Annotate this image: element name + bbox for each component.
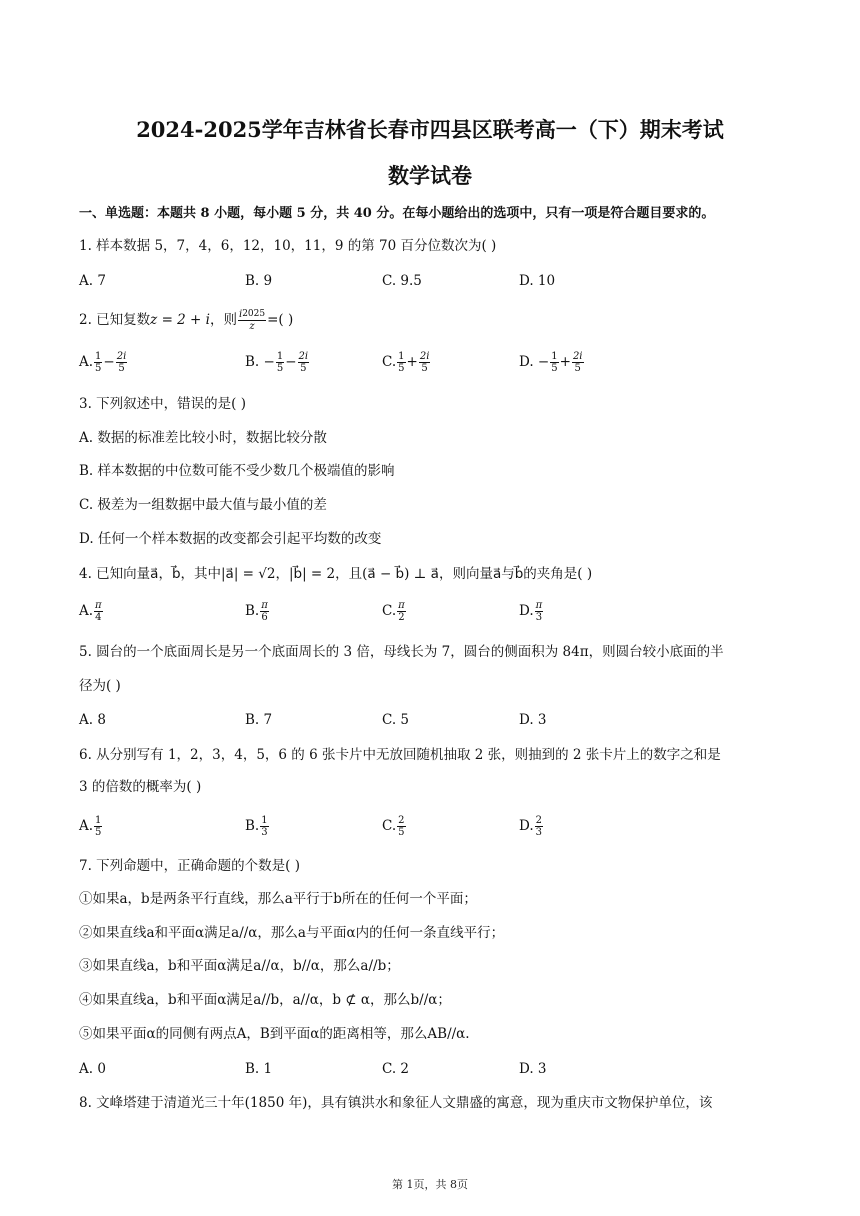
q2-d-frac1: $\frac{1}{5}$ — [551, 351, 558, 374]
q4-b-frac: $\frac{\pi}{6}$ — [261, 600, 268, 623]
q4-d-frac: $\frac{\pi}{3}$ — [535, 600, 543, 623]
q4-b-prefix: B. — [245, 603, 260, 619]
q6-d-prefix: D. — [519, 818, 534, 834]
q2-d-op: + — [559, 354, 571, 370]
q2-a-frac1: $\frac{1}{5}$ — [95, 351, 102, 374]
q3-option-b: B. 样本数据的中位数可能不受少数几个极端值的影响 — [79, 463, 395, 479]
q4-a-prefix: A. — [79, 603, 94, 619]
q1-option-d: D. 10 — [519, 273, 556, 289]
q1-stem: 1. 样本数据 5，7，4，6，12，10，11，9 的第 70 百分位数次为( ) — [79, 238, 497, 254]
q2-c-prefix: C. — [382, 354, 397, 370]
q2-d-prefix: D. − — [519, 354, 550, 370]
q2-a-prefix: A. — [79, 354, 94, 370]
q2-stem — [79, 309, 293, 332]
q6-option-a — [79, 815, 103, 838]
q2-c-frac1: $\frac{1}{5}$ — [398, 351, 405, 374]
q2-a-frac2: $\frac{2i}{5}$ — [116, 351, 127, 374]
q5-option-c: C. 5 — [382, 712, 410, 728]
q6-a-prefix: A. — [79, 818, 94, 834]
q5-stem-line1: 5. 圆台的一个底面周长是另一个底面周长的 3 倍，母线长为 7，圆台的侧面积为 84π，则圆台较小底面的半 — [79, 644, 724, 660]
q2-stem-text-a: 2. 已知复数 — [79, 312, 151, 328]
q7-stem: 7. 下列命题中，正确命题的个数是( ) — [79, 858, 300, 874]
q3-option-a: A. 数据的标准差比较小时，数据比较分散 — [79, 430, 327, 446]
q7-statement-2: ②如果直线a和平面α满足a//α，那么a与平面α内的任何一条直线平行； — [79, 925, 505, 941]
q7-option-c: C. 2 — [382, 1061, 410, 1077]
q6-c-frac: $\frac{2}{5}$ — [398, 815, 405, 838]
q2-option-b — [245, 351, 310, 374]
q2-stem-exponent: 2025 — [242, 309, 266, 319]
q7-statement-1: ①如果a，b是两条平行直线，那么a平行于b所在的任何一个平面； — [79, 891, 477, 907]
q6-stem-line2: 3 的倍数的概率为( ) — [79, 779, 202, 795]
q2-c-op: + — [406, 354, 418, 370]
q4-a-frac: $\frac{\pi}{4}$ — [95, 600, 102, 623]
q6-b-frac: $\frac{1}{3}$ — [261, 815, 268, 838]
q7-option-d: D. 3 — [519, 1061, 547, 1077]
q2-option-a — [79, 351, 128, 374]
q2-c-frac2: $\frac{2i}{5}$ — [419, 351, 430, 374]
q6-option-d — [519, 815, 544, 838]
q2-stem-fraction — [238, 309, 266, 332]
q1-option-b: B. 9 — [245, 273, 273, 289]
q5-option-b: B. 7 — [245, 712, 273, 728]
q6-a-frac: $\frac{1}{5}$ — [95, 815, 102, 838]
q6-stem-line1: 6. 从分别写有 1，2，3，4，5，6 的 6 张卡片中无放回随机抽取 2 张，则抽到的 2 张卡片上的数字之和是 — [79, 747, 721, 763]
q2-stem-text-c: =( ) — [267, 312, 294, 328]
q7-statement-3: ③如果直线a，b和平面α满足a//α，b//α，那么a//b； — [79, 958, 400, 974]
q4-stem: 4. 已知向量a⃗，b⃗，其中|a⃗| = √2，|b⃗| = 2，且(a⃗ − b⃗) ⊥ a⃗，则向量a⃗与b⃗的夹角是( ) — [79, 566, 593, 582]
q4-option-c — [382, 600, 407, 623]
q6-option-b — [245, 815, 270, 838]
q2-b-op: − — [285, 354, 297, 370]
q4-c-frac: $\frac{\pi}{2}$ — [398, 600, 405, 623]
q2-b-frac2: $\frac{2i}{5}$ — [298, 351, 309, 374]
q3-option-d: D. 任何一个样本数据的改变都会引起平均数的改变 — [79, 531, 382, 547]
q8-stem: 8. 文峰塔建于清道光三十年(1850 年)，具有镇洪水和象征人文鼎盛的寓意，现为重庆市文物保护单位，该 — [79, 1095, 713, 1111]
exam-title: 2024-2025学年吉林省长春市四县区联考高一（下）期末考试 — [136, 117, 724, 142]
q5-option-d: D. 3 — [519, 712, 547, 728]
q2-b-frac1: $\frac{1}{5}$ — [276, 351, 284, 374]
q7-option-b: B. 1 — [245, 1061, 273, 1077]
page-footer: 第 1页，共 8页 — [392, 1178, 468, 1191]
q7-option-a: A. 0 — [79, 1061, 106, 1077]
q4-c-prefix: C. — [382, 603, 397, 619]
q6-d-frac: $\frac{2}{3}$ — [535, 815, 543, 838]
q4-d-prefix: D. — [519, 603, 534, 619]
q2-stem-equation: z = 2 + i — [150, 312, 210, 328]
q2-d-frac2: $\frac{2i}{5}$ — [572, 351, 583, 374]
q4-option-d — [519, 600, 544, 623]
q3-option-c: C. 极差为一组数据中最大值与最小值的差 — [79, 497, 327, 513]
q2-stem-text-b: ，则 — [209, 312, 237, 328]
q6-c-prefix: C. — [382, 818, 397, 834]
q5-stem-line2: 径为( ) — [79, 678, 121, 694]
q2-option-c — [382, 351, 431, 374]
q2-option-d — [519, 351, 585, 374]
q1-option-a: A. 7 — [79, 273, 106, 289]
q2-a-op: − — [103, 354, 115, 370]
q6-option-c — [382, 815, 407, 838]
q4-option-a — [79, 600, 104, 623]
q7-statement-5: ⑤如果平面α的同侧有两点A，B到平面α的距离相等，那么AB//α. — [79, 1026, 470, 1042]
section-header: 一、单选题：本题共 8 小题，每小题 5 分，共 40 分。在每小题给出的选项中，只有一项是符合题目要求的。 — [79, 206, 715, 221]
q7-statement-4: ④如果直线a，b和平面α满足a//b，a//α，b ⊄ α，那么b//α； — [79, 992, 451, 1008]
q5-option-a: A. 8 — [79, 712, 106, 728]
q4-option-b — [245, 600, 270, 623]
exam-subtitle: 数学试卷 — [388, 163, 472, 188]
q1-option-c: C. 9.5 — [382, 273, 422, 289]
q3-stem: 3. 下列叙述中，错误的是( ) — [79, 396, 246, 412]
q2-stem-numerator: i — [238, 309, 243, 320]
q2-stem-denominator: z — [249, 321, 255, 332]
q6-b-prefix: B. — [245, 818, 260, 834]
q2-b-prefix: B. − — [245, 354, 275, 370]
